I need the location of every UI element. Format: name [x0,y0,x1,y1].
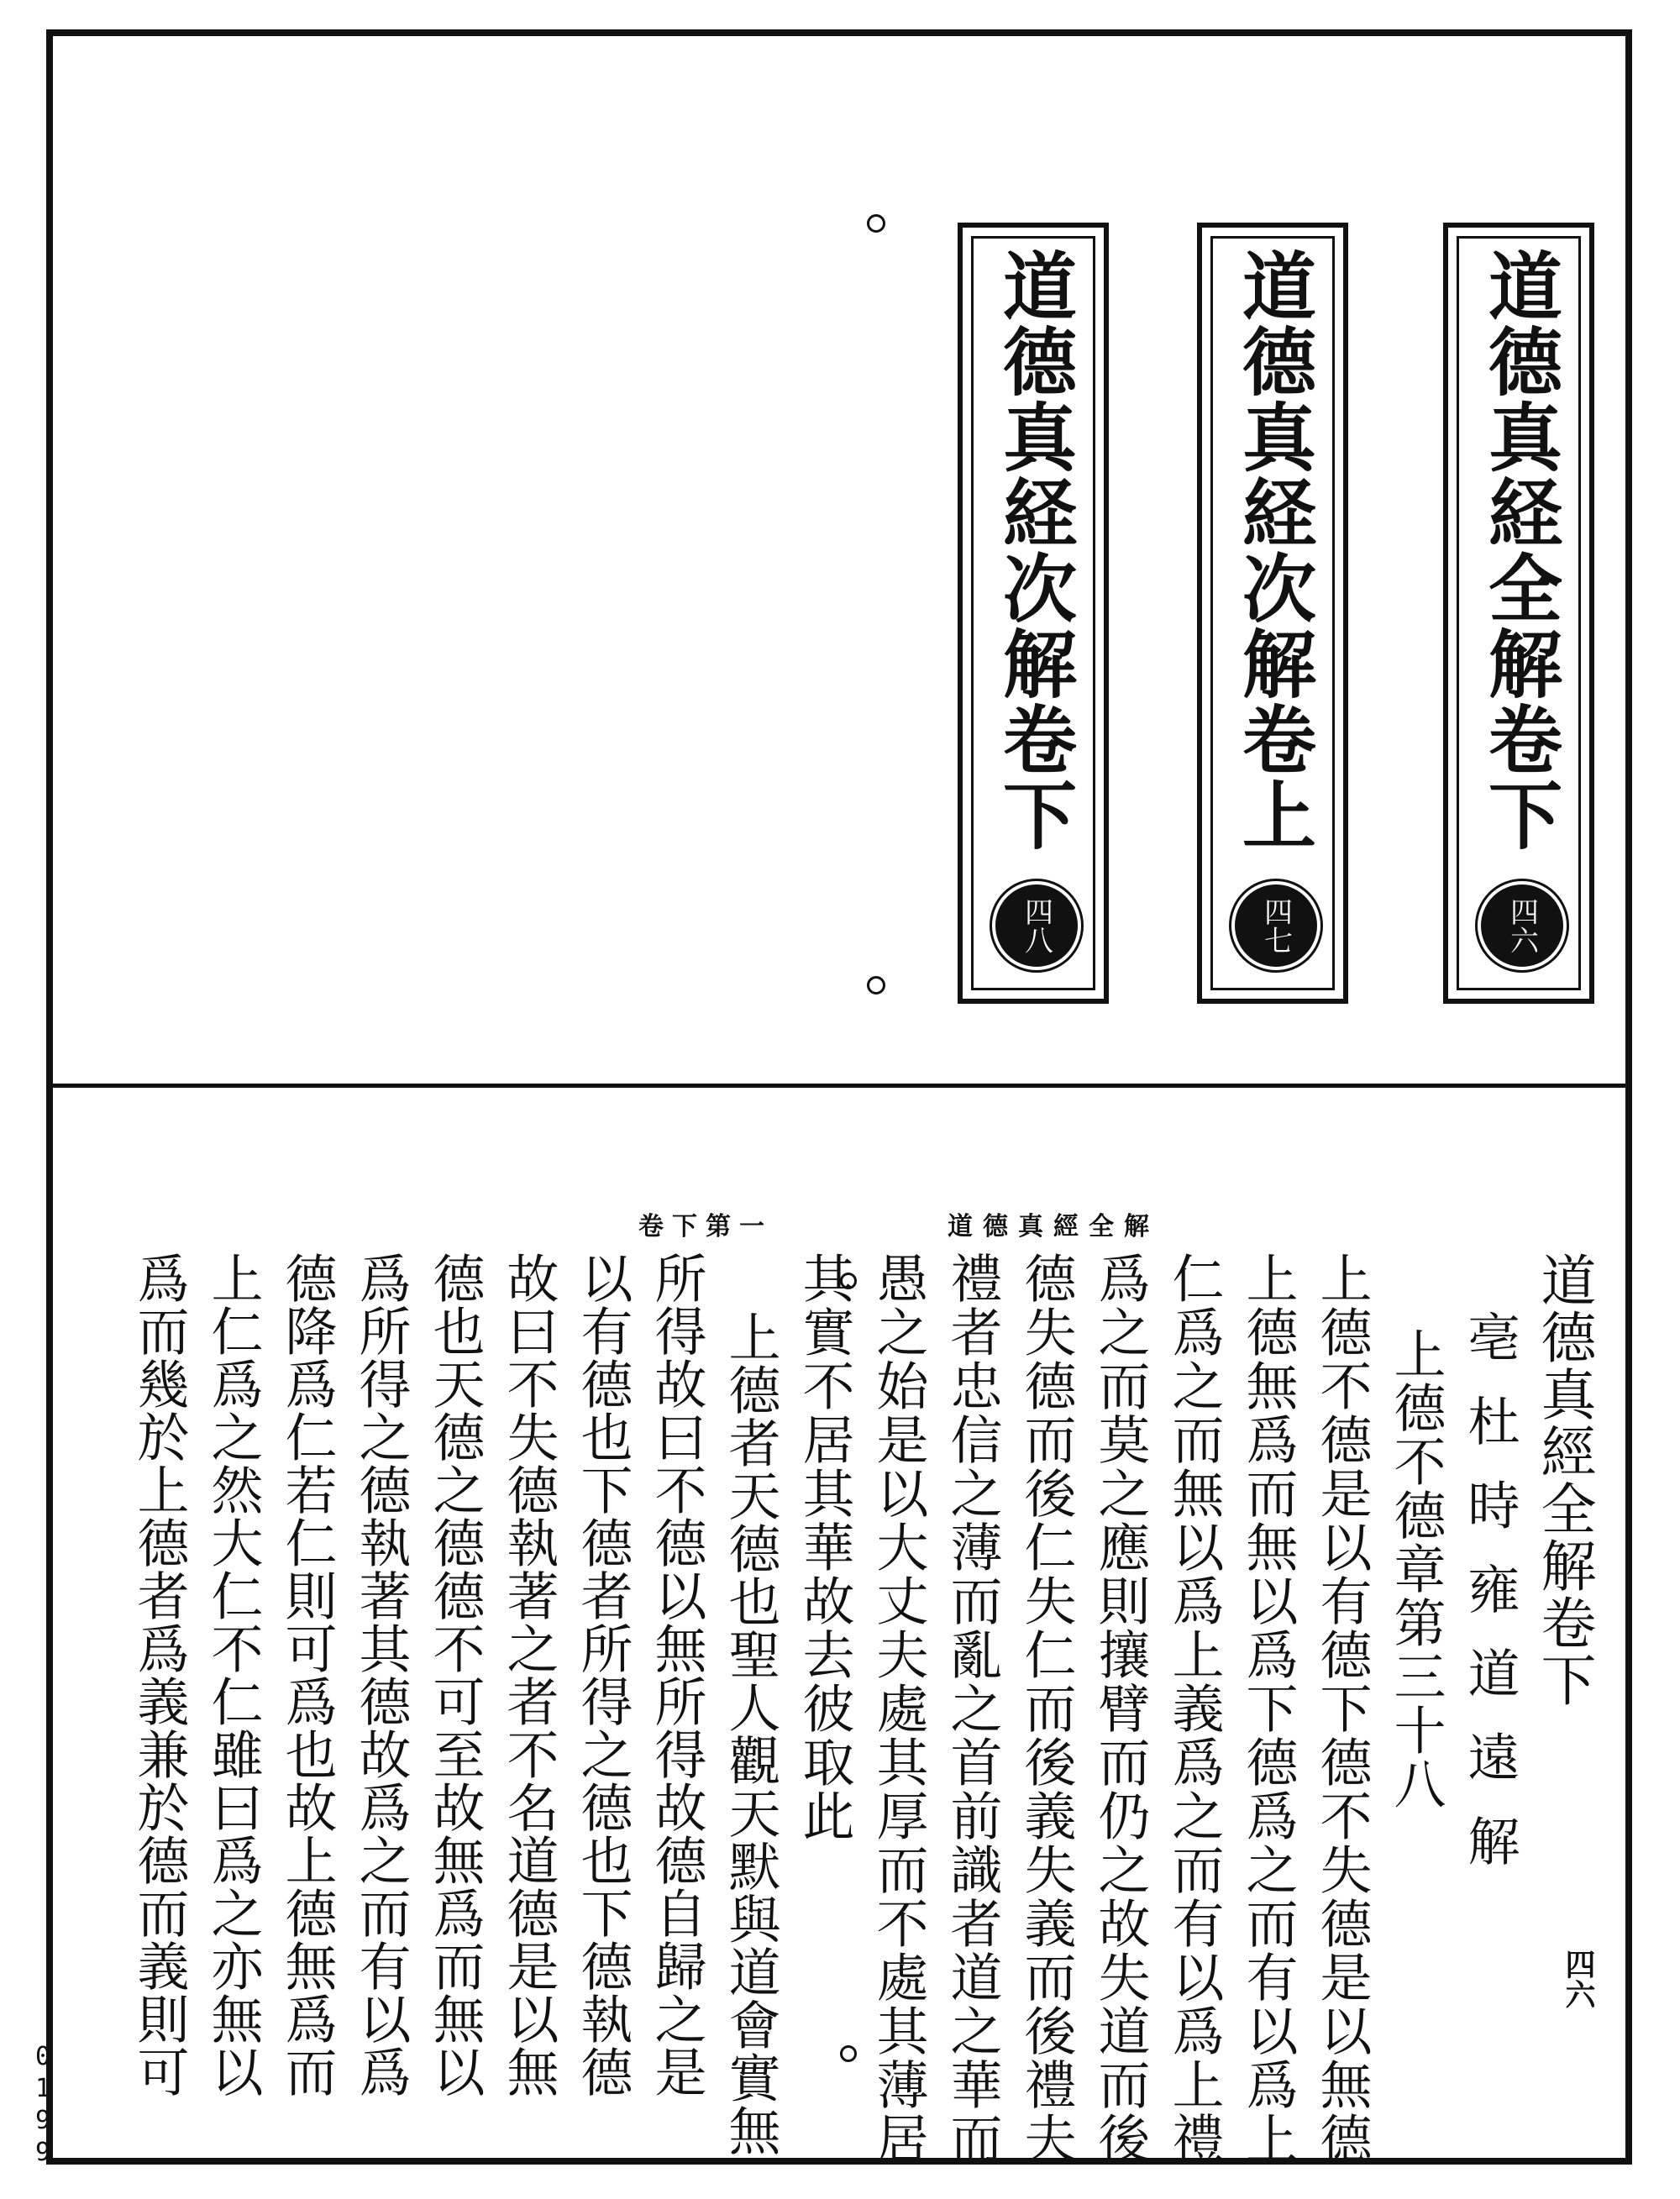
book-title: 道德真經全解卷下 [1531,1252,1596,1708]
text-line: 上德無爲而無以爲下德爲之而有以爲上 [1237,1252,1299,2165]
volume-seal [1478,881,1567,970]
chapter-heading: 上德不德章第三十八 [1385,1327,1446,1811]
side-page-digit: 9 [34,2106,51,2135]
binding-hole [867,976,885,995]
side-page-digit: 9 [34,2138,51,2167]
text-line: 愚之始是以大丈夫處其厚而不處其薄居 [868,1252,929,2165]
running-head-volume: 卷下第一 [638,1212,773,1241]
title-slip-1 [1443,223,1594,1004]
running-head [638,1205,1159,1242]
side-page-digit: 1 [34,2074,51,2103]
seal-number: 四八 [1019,897,1053,954]
page-divider [46,1084,1632,1088]
seal-number: 四六 [1504,897,1539,954]
commentary-line: 所得故曰不德以無所得故德自歸之是 [646,1252,707,2098]
text-line: 爲之而莫之應則攘臂而仍之故失道而後 [1089,1252,1151,2165]
running-head-title: 道德真經全解 [948,1212,1159,1241]
author-line: 亳杜時雍道遠解 [1459,1310,1520,1898]
commentary-line: 上德者天德也聖人觀天默與道會實無 [720,1310,781,2157]
side-page-digit: 0 [34,2042,51,2071]
text-line: 禮者忠信之薄而亂之首前識者道之華而 [942,1252,1003,2165]
side-page-number [32,2041,54,2169]
seal-number: 四七 [1258,897,1293,954]
text-line: 德失德而後仁失仁而後義失義而後禮夫 [1016,1252,1077,2165]
binding-hole [840,1273,857,1289]
slip-title: 道德真経全解卷下 [1477,248,1564,853]
page-tag: 四六 [1561,1949,1596,2009]
commentary-line: 爲而幾於上德者爲義兼於德而義則可 [129,1252,190,2098]
commentary-line: 以有德也下德者所得之德也下德執德 [572,1252,633,2098]
slip-title: 道德真経次解卷下 [991,248,1079,853]
vertical-text-block [122,1252,1600,2165]
commentary-line: 爲所得之德執著其德故爲之而有以爲 [350,1252,412,2098]
volume-seal [1231,881,1320,970]
text-line: 其實不居其華故去彼取此 [794,1252,855,1843]
title-slip-2 [1197,223,1348,1004]
binding-hole [867,214,885,233]
commentary-line: 德降爲仁若仁則可爲也故上德無爲而 [276,1252,338,2098]
binding-hole [840,2045,857,2062]
text-line: 上德不德是以有德下德不失德是以無德 [1311,1252,1373,2165]
commentary-line: 德也天德之德德不可至故無爲而無以 [424,1252,486,2098]
text-line: 仁爲之而無以爲上義爲之而有以爲上禮 [1163,1252,1225,2165]
commentary-line: 上仁爲之然大仁不仁雖曰爲之亦無以 [202,1252,264,2098]
slip-title: 道德真経次解卷上 [1231,248,1318,853]
commentary-line: 故曰不失德執著之者不名道德是以無 [498,1252,559,2098]
title-slip-3 [958,223,1109,1004]
volume-seal [992,881,1081,970]
